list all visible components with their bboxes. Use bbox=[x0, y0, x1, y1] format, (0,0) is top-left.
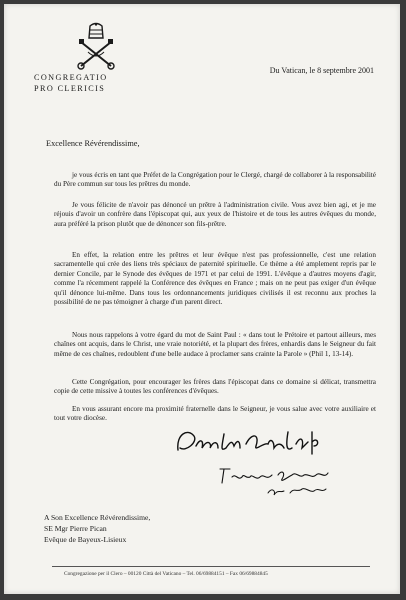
address-line-1: A Son Excellence Révérendissime, bbox=[44, 513, 151, 522]
org-line-2: PRO CLERICIS bbox=[34, 84, 106, 93]
address-line-2: SE Mgr Pierre Pican bbox=[44, 524, 107, 533]
org-line-1: CONGREGATIO bbox=[34, 73, 108, 82]
secretary-signature bbox=[216, 459, 336, 499]
letterhead-footer: Congregazione per il Clero – 00120 Città del Vaticano – Tel. 06/69884151 – Fax 06/69884845 bbox=[64, 571, 268, 577]
paragraph-1: je vous écris en tant que Préfet de la Congrégation pour le Clergé, chargé de collaborer à la responsabilité du Père commun sur tous les prêtres du monde. bbox=[54, 171, 376, 189]
letter-page bbox=[4, 4, 400, 594]
cardinal-signature bbox=[174, 424, 324, 460]
papal-coat-of-arms-icon bbox=[72, 22, 120, 72]
paragraph-6: En vous assurant encore ma proximité fraternelle dans le Seigneur, je vous salue avec votre auxiliaire et tout votre diocèse. bbox=[54, 405, 376, 423]
paragraph-2: Je vous félicite de n'avoir pas dénoncé un prêtre à l'administration civile. Vous avez bien agi, et je me réjouis d'avoir un confrère dans l'épiscopat qui, aux yeux de l'histoire et de tous les autres évêques du monde, aura préféré la prison plutôt que de dénoncer son fils-prêtre. bbox=[54, 201, 376, 228]
letter-date: Du Vatican, le 8 septembre 2001 bbox=[269, 66, 374, 75]
salutation: Excellence Révérendissime, bbox=[46, 139, 140, 148]
paragraph-5: Cette Congrégation, pour encourager les frères dans l'épiscopat dans ce domaine si délicat, transmettra copie de cette missive à toutes les conférences d'évêques. bbox=[54, 378, 376, 396]
recipient-address bbox=[44, 512, 150, 545]
paragraph-4: Nous nous rappelons à votre égard du mot de Saint Paul : « dans tout le Prétoire et partout ailleurs, mes chaînes ont acquis, dans le Christ, une vraie notoriété, et la plupart des frères, enhardis dans le Seigneur du fait même de ces chaînes, redoublent d'une belle audace à proclamer sans crainte la Parole » (Phil 1, 13-14). bbox=[54, 331, 376, 358]
address-line-3: Evêque de Bayeux-Lisieux bbox=[44, 535, 127, 544]
paragraph-3: En effet, la relation entre les prêtres et leur évêque n'est pas professionnelle, c'est une relation sacramentelle qui crée des liens très spéciaux de paternité spirituelle. Ce thème a été amplement repris par le dernier Concile, par le Synode des évêques de 1971 et par celui de 1991. L'évêque a d'autres moyens d'agir, comme l'a récemment rappelé la Conférence des évêques en France ; mais on ne peut pas exiger d'un évêque qu'il dénonce lui-même. Dans tous les ordonnancements juridiques civilisés il est reconnu aux proches la possibilité de ne pas témoigner à charge d'un parent direct. bbox=[54, 251, 376, 307]
congregation-name bbox=[34, 72, 108, 94]
footer-divider bbox=[52, 566, 370, 567]
